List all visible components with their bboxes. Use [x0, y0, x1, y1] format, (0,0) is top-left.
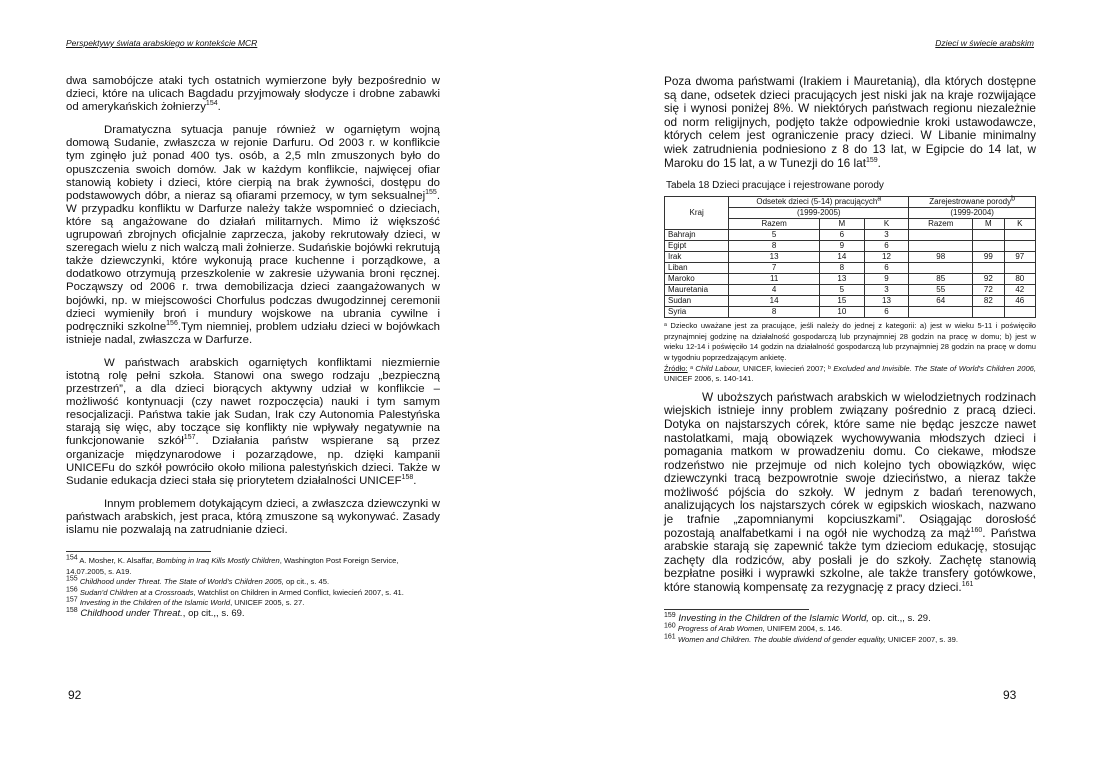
- value-cell: 6: [864, 241, 909, 252]
- country-cell: Bahrajn: [665, 230, 729, 241]
- value-cell: 3: [864, 230, 909, 241]
- table-row: [665, 274, 1036, 285]
- value-cell: 8: [729, 241, 820, 252]
- value-cell: 55: [909, 285, 973, 296]
- footnote: $^{159}$ Investing in the Children of the Islamic World, op. cit.,, s. 29.: [664, 611, 931, 624]
- value-cell: 5: [729, 230, 820, 241]
- table-row: [665, 263, 1036, 274]
- country-cell: Sudan: [665, 296, 729, 307]
- value-cell: [909, 307, 973, 318]
- value-cell: [909, 230, 973, 241]
- value-cell: 72: [973, 285, 1004, 296]
- table-header-cell: Zarejestrowane porody$^b$: [909, 197, 1036, 208]
- value-cell: 6: [864, 307, 909, 318]
- country-cell: Syria: [665, 307, 729, 318]
- table-header-cell: (1999-2005): [729, 208, 909, 219]
- data-table: [664, 196, 1036, 318]
- page-number: 93: [1003, 688, 1017, 702]
- value-cell: 8: [729, 307, 820, 318]
- table-caption: Tabela 18 Dzieci pracujące i rejestrowane porody: [666, 180, 884, 192]
- value-cell: [1004, 263, 1035, 274]
- country-cell: Maroko: [665, 274, 729, 285]
- footnote: $^{157}$ Investing in the Children of the Islamic World, UNICEF 2005, s. 27.: [66, 596, 305, 608]
- table-header-cell: Razem: [729, 219, 820, 230]
- value-cell: [973, 230, 1004, 241]
- value-cell: 4: [729, 285, 820, 296]
- table-header-cell: M: [973, 219, 1004, 230]
- value-cell: [1004, 230, 1035, 241]
- paragraph: Innym problemem dotykającym dzieci, a zwłaszcza dziewczynki w państwach arabskich, jest praca, którą zmuszone są wykonywać. Zasady islamu nie pozwalają na zatrudnianie dzieci.: [66, 497, 440, 536]
- value-cell: 97: [1004, 252, 1035, 263]
- running-header: Dzieci w świecie arabskim: [935, 38, 1034, 48]
- value-cell: 42: [1004, 285, 1035, 296]
- value-cell: [973, 263, 1004, 274]
- footnote-ref[interactable]: 155: [425, 188, 437, 196]
- value-cell: [973, 307, 1004, 318]
- footnote: $^{158}$ Childhood under Threat., op cit.,, s. 69.: [66, 606, 245, 620]
- footnotes: [664, 611, 1036, 646]
- value-cell: 14: [820, 252, 865, 263]
- value-cell: [1004, 307, 1035, 318]
- table-row: [665, 252, 1036, 263]
- value-cell: 13: [820, 274, 865, 285]
- value-cell: 46: [1004, 296, 1035, 307]
- page-number: 92: [68, 688, 82, 702]
- value-cell: [1004, 241, 1035, 252]
- value-cell: [909, 263, 973, 274]
- table-header-cell: (1999-2004): [909, 208, 1036, 219]
- value-cell: 6: [820, 230, 865, 241]
- table-header-cell: Odsetek dzieci (5-14) pracujących$^a$: [729, 197, 909, 208]
- value-cell: 15: [820, 296, 865, 307]
- paragraph: Poza dwoma państwami (Irakiem i Mauretanią), dla których dostępne są dane, odsetek dzieci pracujących jest niski jak na kraje rozwijające się i wynosi poniżej 8%. W niektórych państwach regionu niezależnie od norm religijnych, podjęto także odpowiednie kroki ustawodawcze, których celem jest ograniczenie pracy dzieci. W Libanie minimalny wiek zatrudnienia podniesiono z 8 do 13 lat, w Egipcie do 14 lat, w Maroku do 15 lat, a w Tunezji do 16 lat$^{159}$.: [664, 74, 1036, 170]
- footnote-divider: [66, 551, 211, 552]
- country-cell: Egipt: [665, 241, 729, 252]
- footnotes: [66, 556, 440, 620]
- value-cell: 98: [909, 252, 973, 263]
- footnote-ref[interactable]: 157: [183, 434, 196, 442]
- paragraph: W państwach arabskich ogarniętych konfliktami niezmiernie istotną rolę pełni szkoła. Stanowi ona swego rodzaju „bezpieczną przestrzeń”, a dla dzieci biorących aktywny udział w konflikcie – możliwość kontynuacji (czy nawet rozpoczęcia) nauki i tym samym resocjalizacji. Państwa takie jak Sudan, Irak czy Autonomia Palestyńska starają się więc, aby toczące się konflikty nie wpływały negatywnie na funkcjonowanie szkół$^{157}$. Działania państw wspierane są przez organizacje międzynarodowe i pozarządowe, np. dzięki kampanii UNICEFu do szkół powróciło około miliona palestyńskich dzieci. Także w Sudanie edukacja dzieci stała się priorytetem działalności UNICEF$^{158}$.: [66, 356, 440, 487]
- table-note: ᵃ Dziecko uważane jest za pracujące, jeśli należy do jednej z kategorii: a) jest w wieku 5-11 i poświęciło przynajmniej godzinę na działalność gospodarczą lub przynajmniej 28 godzin na pracę w domu; b) jest w wieku 12-14 i poświęciło 14 godzin na działalność gospodarczą lub przynajmniej 28 godzin na pracę w domu w tygodniu poprzedzającym ankietę. Źródło: ᵃ Child Labour, UNICEF, kwiecień 2007; ᵇ Excluded and Invisible. The State of World's Children 2006, UNICEF 2006, s. 140-141.: [664, 321, 1036, 384]
- footnote-ref[interactable]: 159: [865, 156, 878, 164]
- footnote-divider: [664, 609, 809, 610]
- footnote: $^{154}$ A. Mosher, K. Alsaffar, Bombing in Iraq Kills Mostly Children, Washington Post Foreign Service, 14.07.2005, s. A19.: [66, 554, 399, 576]
- table-header-cell: M: [820, 219, 865, 230]
- value-cell: 9: [864, 274, 909, 285]
- table-row: [665, 230, 1036, 241]
- value-cell: 5: [820, 285, 865, 296]
- value-cell: 8: [820, 263, 865, 274]
- table-header-cell: K: [1004, 219, 1035, 230]
- value-cell: 13: [729, 252, 820, 263]
- left-text-column: [66, 75, 440, 620]
- table-header-cell: K: [864, 219, 909, 230]
- table-row: [665, 307, 1036, 318]
- country-cell: Mauretania: [665, 285, 729, 296]
- value-cell: 3: [864, 285, 909, 296]
- value-cell: 7: [729, 263, 820, 274]
- footnote: $^{156}$ Sudan'd Children at a Crossroads, Watchlist on Children in Armed Conflict, kwiecień 2007, s. 41.: [66, 586, 404, 597]
- country-cell: Irak: [665, 252, 729, 263]
- table-row: [665, 241, 1036, 252]
- value-cell: 80: [1004, 274, 1035, 285]
- paragraph: dwa samobójcze ataki tych ostatnich wymierzone były bezpośrednio w dzieci, które na ulicach Bagdadu przyjmowały słodycze i drobne zabawki od amerykańskich żołnierzy$^{154}$.: [66, 75, 440, 114]
- running-header: Perspektywy świata arabskiego w kontekście MCR: [66, 38, 258, 48]
- paragraph: Dramatyczna sytuacja panuje również w ogarniętym wojną domową Sudanie, zwłaszcza w rejonie Darfuru. Od 2003 r. w konflikcie tym zginęło już ponad 400 tys. osób, a 2,5 mln zmuszonych było do opuszczenia swoich domów. Jak w każdym konflikcie, najwięcej ofiar stanowią kobiety i dzieci, które cierpią na brak żywności, dostępu do podstawowych dóbr, a nieraz są ofiarami przemocy, w tym seksualnej$^{155}$. W przypadku konfliktu w Darfurze należy także wspomnieć o dzieciach, które są angażowane do działań militarnych. Mimo iż większość ugrupowań zbrojnych oficjalnie zaprzecza, jakoby rekrutowały dzieci, w szeregach wielu z nich walczą mali żołnierze. Sudańskie bojówki rekrutują także dziewczynki, które wykonują prace kuchenne i porządkowe, a dodatkowo otrzymują przeszkolenie w zakresie używania broni ręcznej. Począwszy od 2006 r. trwa demobilizacja dzieci zaangażowanych w bojówki, np. w miejscowości Chorfulus podczas dwugodzinnej ceremonii dzieci wymieniły broń i mundury wojskowe na ubrania cywilne i podręczniki szkolne$^{156}$.Tym niemniej, problem udziału dzieci w bojówkach istnieje nadal, zwłaszcza w Darfurze.: [66, 124, 440, 346]
- paragraph: W uboższych państwach arabskich w wielodzietnych rodzinach wiejskich istnieje inny problem związany pośrednio z pracą dzieci. Dotyka on najstarszych córek, które same nie będąc jeszcze nawet nastolatkami, mają obowiązek wychowywania młodszych dzieci i pomagania matkom w prowadzeniu domu. Co ciekawe, młodsze rodzeństwo nie przejmuje od nich kolejno tych obowiązków, więc dziewczynki tracą bezpowrotnie swoje dzieciństwo, a nieraz także możliwość pójścia do szkoły. W jednym z badań terenowych, analizujących los najstarszych córek w egipskich wioskach, nazwano je trafnie „zapomnianymi kopciuszkami”. Osiągając dorosłość pozostają analfabetkami i na ogół nie wychodzą za mąż$^{160}$. Państwa arabskie starają się zapewnić także tym dzieciom edukację, stosując zachęty dla rodziców, aby posłali je do szkoły. Zachętę stanowią bezpłatne posiłki i wyprawki szkolne, ale także transfery gotówkowe, które stanowią kompensatę za rezygnację z pracy dzieci.$^{161}$: [664, 389, 1036, 595]
- footnote-ref[interactable]: 160: [970, 526, 983, 534]
- footnote-ref[interactable]: 158: [401, 473, 414, 481]
- table-header-cell: Razem: [909, 219, 973, 230]
- value-cell: 9: [820, 241, 865, 252]
- footnote-ref[interactable]: 156: [166, 319, 178, 327]
- value-cell: 6: [864, 263, 909, 274]
- value-cell: 85: [909, 274, 973, 285]
- table-header-cell: Kraj: [665, 197, 729, 230]
- value-cell: 12: [864, 252, 909, 263]
- table-row: [665, 285, 1036, 296]
- footnote: $^{161}$ Women and Children. The double dividend of gender equality, UNICEF 2007, s. 39.: [664, 633, 958, 644]
- value-cell: 64: [909, 296, 973, 307]
- table-row: [665, 296, 1036, 307]
- footnote-ref[interactable]: 161: [961, 581, 974, 589]
- footnote-ref[interactable]: 154: [205, 100, 218, 108]
- right-page: [550, 0, 1100, 777]
- right-text-column: [664, 75, 1036, 645]
- value-cell: 11: [729, 274, 820, 285]
- footnote: $^{155}$ Childhood under Threat. The State of World's Children 2005, op cit., s. 45.: [66, 575, 330, 587]
- value-cell: 92: [973, 274, 1004, 285]
- value-cell: [973, 241, 1004, 252]
- value-cell: 14: [729, 296, 820, 307]
- value-cell: 10: [820, 307, 865, 318]
- country-cell: Liban: [665, 263, 729, 274]
- value-cell: 99: [973, 252, 1004, 263]
- value-cell: 82: [973, 296, 1004, 307]
- value-cell: 13: [864, 296, 909, 307]
- value-cell: [909, 241, 973, 252]
- footnote: $^{160}$ Progress of Arab Women, UNIFEM 2004, s. 146.: [664, 622, 843, 634]
